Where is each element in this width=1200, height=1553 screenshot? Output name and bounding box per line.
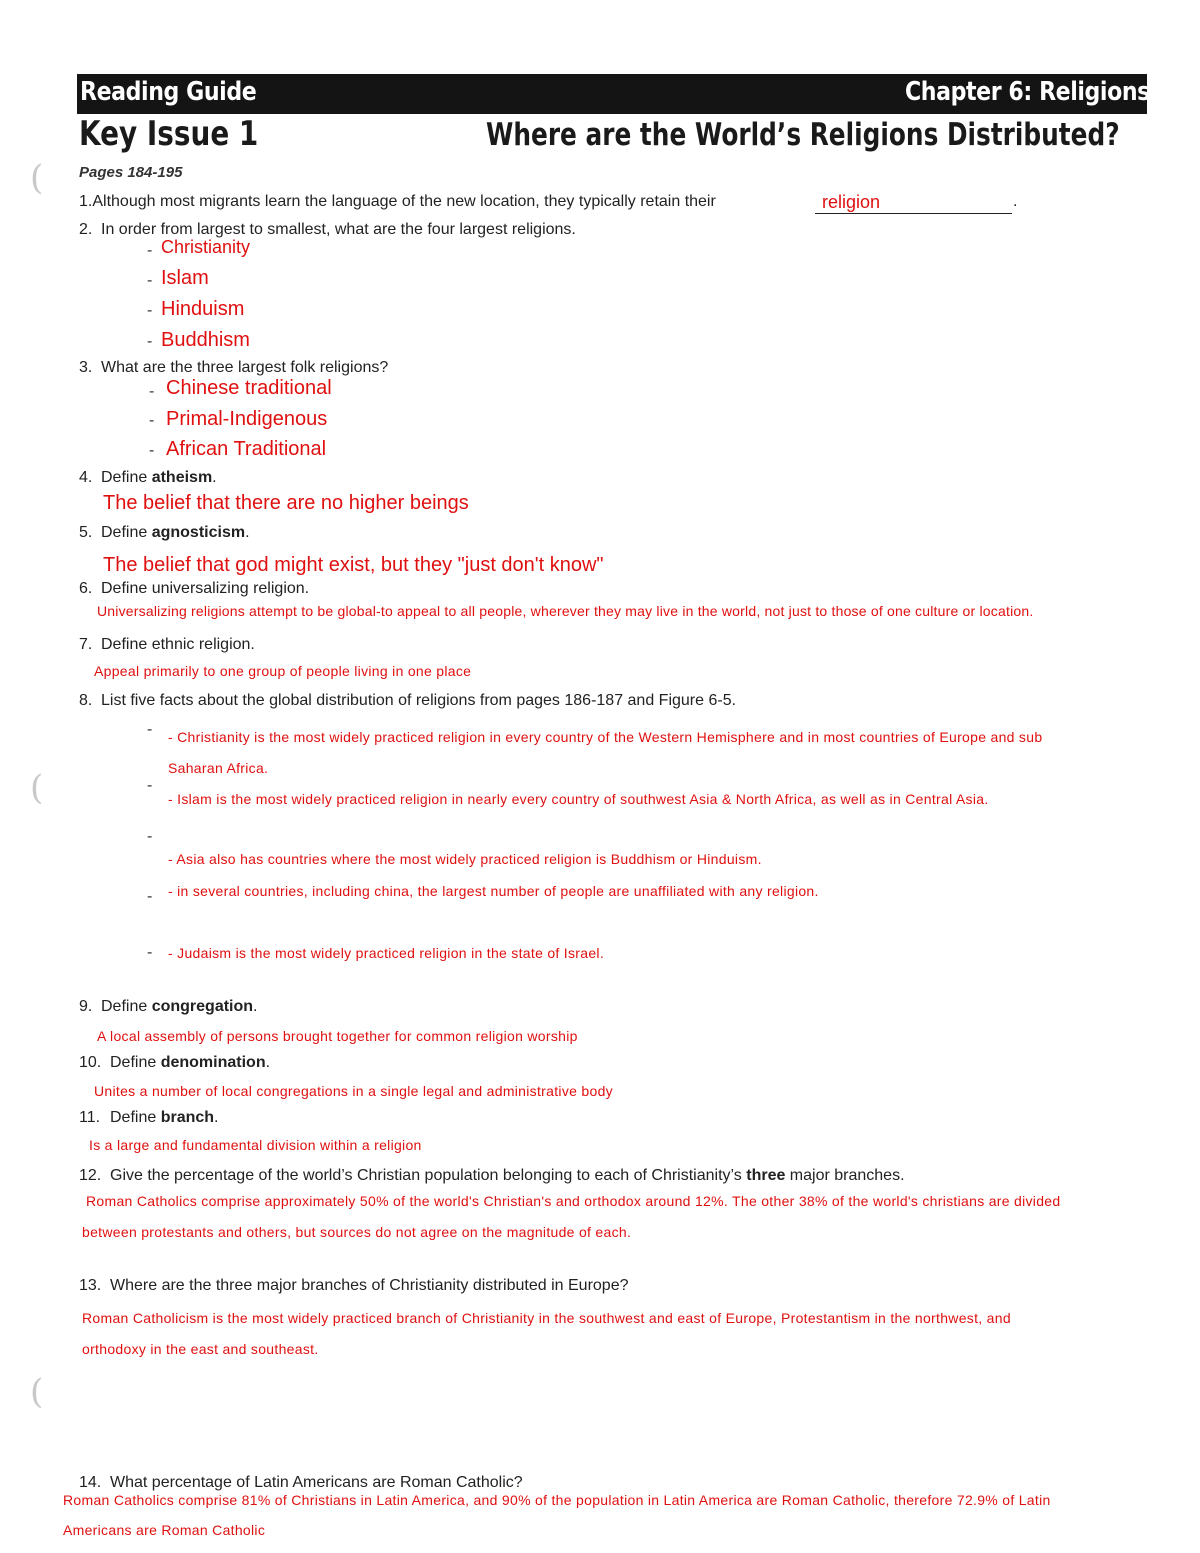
question-10: Define denomination. <box>110 1054 271 1071</box>
page-title: Where are the World’s Religions Distributed? <box>486 117 1120 153</box>
answer-4: The belief that there are no higher beings <box>103 492 469 514</box>
chapter-label: Chapter 6: Religions <box>905 77 1150 107</box>
question-9: Define congregation. <box>101 998 258 1015</box>
dash-marker: - <box>147 888 153 905</box>
question-12-number: 12. <box>79 1167 102 1184</box>
question-1-end: . <box>1013 193 1018 210</box>
answer-12-line: between protestants and others, but sources do not agree on the magnitude of each. <box>82 1224 632 1240</box>
margin-mark: ( <box>30 768 44 808</box>
dash-marker: - <box>147 828 153 845</box>
question-4: Define atheism. <box>101 469 217 486</box>
fact-item: - Judaism is the most widely practiced religion in the state of Israel. <box>168 945 605 961</box>
question-8-number: 8. <box>79 692 93 709</box>
answer-3-item: Chinese traditional <box>166 377 332 399</box>
dash-marker: - <box>147 721 153 738</box>
answer-2-item: Islam <box>161 267 209 289</box>
question-11: Define branch. <box>110 1109 219 1126</box>
question-2-number: 2. <box>79 221 93 238</box>
answer-11: Is a large and fundamental division within a religion <box>89 1137 422 1153</box>
dash-marker: - <box>149 442 155 459</box>
fact-item: - Christianity is the most widely practiced religion in every country of the Western Hemisphere and in most countries of Europe and sub <box>168 729 1043 745</box>
question-14-number: 14. <box>79 1474 102 1491</box>
answer-7: Appeal primarily to one group of people living in one place <box>94 663 472 679</box>
answer-6: Universalizing religions attempt to be global-to appeal to all people, wherever they may live in the world, not just to those of one culture or location. <box>97 603 1034 619</box>
answer-2-item: Hinduism <box>161 298 245 320</box>
question-1: 1.Although most migrants learn the language of the new location, they typically retain their <box>79 193 716 210</box>
fact-item: - in several countries, including china, the largest number of people are unaffiliated with any religion. <box>168 883 819 899</box>
question-9-number: 9. <box>79 998 93 1015</box>
question-7: Define ethnic religion. <box>101 636 255 653</box>
dash-marker: - <box>147 302 153 319</box>
question-6-number: 6. <box>79 580 93 597</box>
question-6: Define universalizing religion. <box>101 580 310 597</box>
question-8: List five facts about the global distribution of religions from pages 186-187 and Figure 6-5. <box>101 692 737 709</box>
question-5-number: 5. <box>79 524 93 541</box>
question-11-number: 11. <box>79 1109 101 1126</box>
margin-mark: ( <box>30 1372 44 1412</box>
dash-marker: - <box>147 944 153 961</box>
question-12: Give the percentage of the world’s Christian population belonging to each of Christianity’s three major branches. <box>110 1167 905 1184</box>
answer-13-line: orthodoxy in the east and southeast. <box>82 1341 319 1357</box>
answer-9: A local assembly of persons brought together for common religion worship <box>97 1028 578 1044</box>
dash-marker: - <box>147 242 153 259</box>
answer-1-line <box>815 213 1012 214</box>
answer-14-line: Roman Catholics comprise 81% of Christians in Latin America, and 90% of the population in Latin America are Roman Catholic, therefore 72.9% of Latin <box>63 1492 1051 1508</box>
question-3: What are the three largest folk religions? <box>101 359 389 376</box>
dash-marker: - <box>149 383 155 400</box>
answer-1: religion <box>822 192 881 212</box>
answer-12-line: Roman Catholics comprise approximately 50% of the world's Christian's and orthodox around 12%. The other 38% of the world's christians are divided <box>86 1193 1061 1209</box>
question-4-number: 4. <box>79 469 93 486</box>
answer-3-item: African Traditional <box>166 438 327 460</box>
key-issue-label: Key Issue 1 <box>79 114 259 154</box>
answer-10: Unites a number of local congregations in a single legal and administrative body <box>94 1083 613 1099</box>
question-13: Where are the three major branches of Christianity distributed in Europe? <box>110 1277 629 1294</box>
question-10-number: 10. <box>79 1054 102 1071</box>
pages-label: Pages 184-195 <box>79 164 183 181</box>
answer-2-item: Buddhism <box>161 329 250 351</box>
fact-item: - Islam is the most widely practiced religion in nearly every country of southwest Asia & North Africa, as well as in Central Asia. <box>168 791 989 807</box>
question-3-number: 3. <box>79 359 93 376</box>
answer-14-line: Americans are Roman Catholic <box>63 1522 266 1538</box>
answer-2-item: Christianity <box>161 237 251 257</box>
fact-item: - Asia also has countries where the most widely practiced religion is Buddhism or Hinduism. <box>168 851 762 867</box>
answer-13-line: Roman Catholicism is the most widely practiced branch of Christianity in the southwest and east of Europe, Protestantism in the northwest, and <box>82 1310 1011 1326</box>
dash-marker: - <box>147 272 153 289</box>
question-14: What percentage of Latin Americans are Roman Catholic? <box>110 1474 523 1491</box>
margin-mark: ( <box>30 158 44 198</box>
reading-guide-label: Reading Guide <box>80 77 257 107</box>
question-5: Define agnosticism. <box>101 524 250 541</box>
question-13-number: 13. <box>79 1277 102 1294</box>
answer-3-item: Primal-Indigenous <box>166 408 328 430</box>
answer-5: The belief that god might exist, but they "just don't know" <box>103 554 604 576</box>
dash-marker: - <box>147 333 153 350</box>
question-2: In order from largest to smallest, what are the four largest religions. <box>101 221 576 238</box>
fact-item: Saharan Africa. <box>168 760 269 776</box>
dash-marker: - <box>149 412 155 429</box>
dash-marker: - <box>147 777 153 794</box>
question-7-number: 7. <box>79 636 93 653</box>
